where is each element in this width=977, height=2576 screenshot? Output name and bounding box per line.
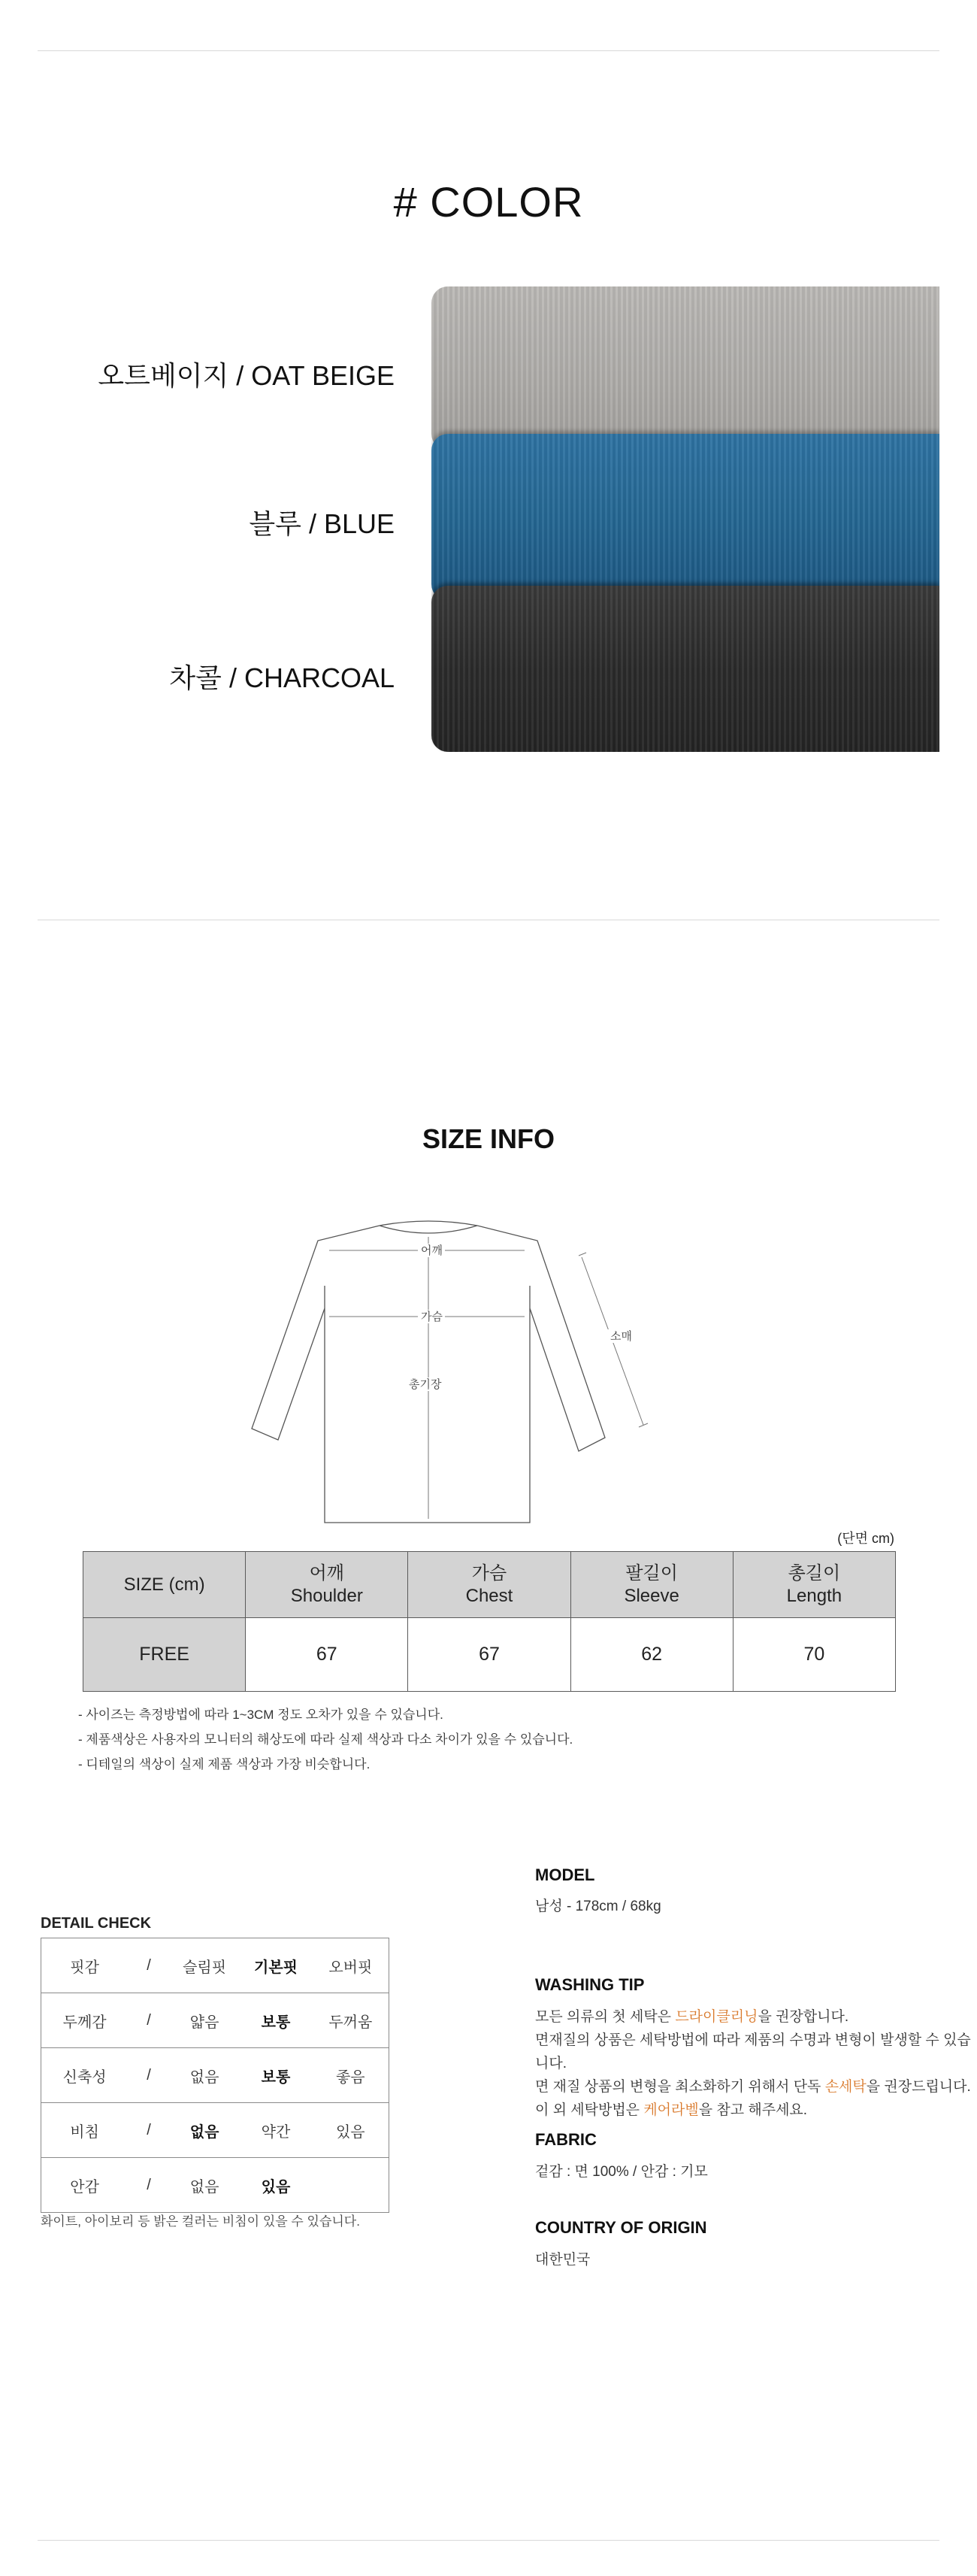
fabric-title: FABRIC	[535, 2130, 597, 2149]
swatch-charcoal	[431, 586, 939, 752]
detail-option: 약간	[239, 2103, 312, 2158]
size-table-header-row	[83, 1552, 896, 1618]
color-swatches	[431, 286, 939, 752]
origin-title: COUNTRY OF ORIGIN	[535, 2218, 707, 2237]
size-note: - 제품색상은 사용자의 모니터의 해상도에 따라 실제 색상과 다소 차이가 있을 수 있습니다.	[78, 1732, 573, 1747]
diagram-label-length: 총기장	[409, 1378, 442, 1391]
detail-sep: /	[128, 2048, 170, 2103]
washing-line-2: 면재질의 상품은 세탁방법에 따라 제품의 수명과 변형이 발생할 수 있습니다.	[535, 2032, 971, 2071]
size-cell-size: FREE	[83, 1618, 246, 1692]
washing-tip-title: WASHING TIP	[535, 1975, 645, 1994]
size-cell-shoulder: 67	[246, 1618, 408, 1692]
diagram-label-shoulder: 어깨	[421, 1244, 443, 1257]
detail-option-selected: 기본핏	[239, 1938, 312, 1993]
detail-row-sheerness	[41, 2103, 389, 2158]
size-table-header-length: 총길이 Length	[733, 1552, 895, 1618]
origin-text: 대한민국	[535, 2252, 591, 2268]
size-cell-sleeve: 62	[570, 1618, 733, 1692]
detail-option: 두꺼움	[313, 1993, 389, 2048]
detail-option: 좋음	[313, 2048, 389, 2103]
detail-row-stretch	[41, 2048, 389, 2103]
detail-option-selected: 보통	[239, 1993, 312, 2048]
detail-option-selected: 없음	[170, 2103, 240, 2158]
model-title: MODEL	[535, 1865, 595, 1884]
detail-option-selected: 있음	[239, 2158, 312, 2213]
detail-option	[313, 2158, 389, 2213]
detail-row-thickness	[41, 1993, 389, 2048]
detail-name: 두께감	[41, 1993, 129, 2048]
detail-sep: /	[128, 1993, 170, 2048]
diagram-label-sleeve: 소매	[610, 1330, 632, 1343]
detail-option: 얇음	[170, 1993, 240, 2048]
model-text: 남성 - 178cm / 68kg	[535, 1899, 661, 1914]
detail-option: 슬림핏	[170, 1938, 240, 1993]
washing-line-1: 모든 의류의 첫 세탁은 드라이클리닝을 권장합니다.	[535, 2009, 849, 2025]
color-label-blue: 블루 / BLUE	[249, 508, 395, 539]
washing-tip-text	[535, 2005, 977, 2122]
detail-sep: /	[128, 2103, 170, 2158]
detail-sep: /	[128, 2158, 170, 2213]
detail-row-lining	[41, 2158, 389, 2213]
size-table-row-free	[83, 1618, 896, 1692]
detail-option: 없음	[170, 2158, 240, 2213]
size-table-header-size: SIZE (cm)	[83, 1552, 246, 1618]
color-section-title: # COLOR	[393, 178, 584, 226]
color-label-oat-beige: 오트베이지 / OAT BEIGE	[98, 360, 395, 391]
detail-row-fit	[41, 1938, 389, 1993]
diagram-label-chest: 가슴	[421, 1311, 443, 1323]
size-note: - 디테일의 색상이 실제 제품 색상과 가장 비슷합니다.	[78, 1757, 371, 1771]
size-cell-chest: 67	[408, 1618, 570, 1692]
detail-option: 있음	[313, 2103, 389, 2158]
swatch-blue	[431, 434, 939, 601]
size-table-header-chest: 가슴 Chest	[408, 1552, 570, 1618]
detail-name: 안감	[41, 2158, 129, 2213]
detail-option: 없음	[170, 2048, 240, 2103]
detail-sep: /	[128, 1938, 170, 1993]
size-table-header-sleeve: 팔길이 Sleeve	[570, 1552, 733, 1618]
size-notes	[78, 1702, 755, 1777]
washing-line-4: 이 외 세탁방법은 케어라벨을 참고 해주세요.	[535, 2102, 808, 2118]
bottom-divider	[38, 2540, 939, 2541]
size-table-header-shoulder: 어깨 Shoulder	[246, 1552, 408, 1618]
washing-line-3: 면 재질 상품의 변형을 최소화하기 위해서 단독 손세탁을 권장드립니다.	[535, 2079, 971, 2095]
color-label-charcoal: 차콜 / CHARCOAL	[169, 662, 395, 693]
top-divider	[38, 50, 939, 51]
fabric-text: 겉감 : 면 100% / 안감 : 기모	[535, 2164, 708, 2180]
size-note: - 사이즈는 측정방법에 따라 1~3CM 정도 오차가 있을 수 있습니다.	[78, 1708, 443, 1722]
highlight-care-label: 케어라벨	[643, 2102, 699, 2118]
detail-name: 비침	[41, 2103, 129, 2158]
detail-check-title: DETAIL CHECK	[41, 1915, 152, 1932]
size-info-title: SIZE INFO	[422, 1123, 555, 1154]
swatch-oat-beige	[431, 286, 939, 450]
size-cell-length: 70	[733, 1618, 895, 1692]
highlight-hand-wash: 손세탁	[824, 2079, 867, 2095]
detail-name: 신축성	[41, 2048, 129, 2103]
detail-check-table	[41, 1938, 389, 2213]
detail-name: 핏감	[41, 1938, 129, 1993]
detail-option-selected: 보통	[239, 2048, 312, 2103]
garment-size-diagram	[248, 1211, 729, 1526]
size-unit-note: (단면 cm)	[837, 1531, 894, 1546]
size-table	[83, 1551, 896, 1692]
highlight-dry-cleaning: 드라이클리닝	[675, 2009, 758, 2025]
detail-option: 오버핏	[313, 1938, 389, 1993]
detail-check-note: 화이트, 아이보리 등 밝은 컬러는 비침이 있을 수 있습니다.	[41, 2214, 360, 2229]
